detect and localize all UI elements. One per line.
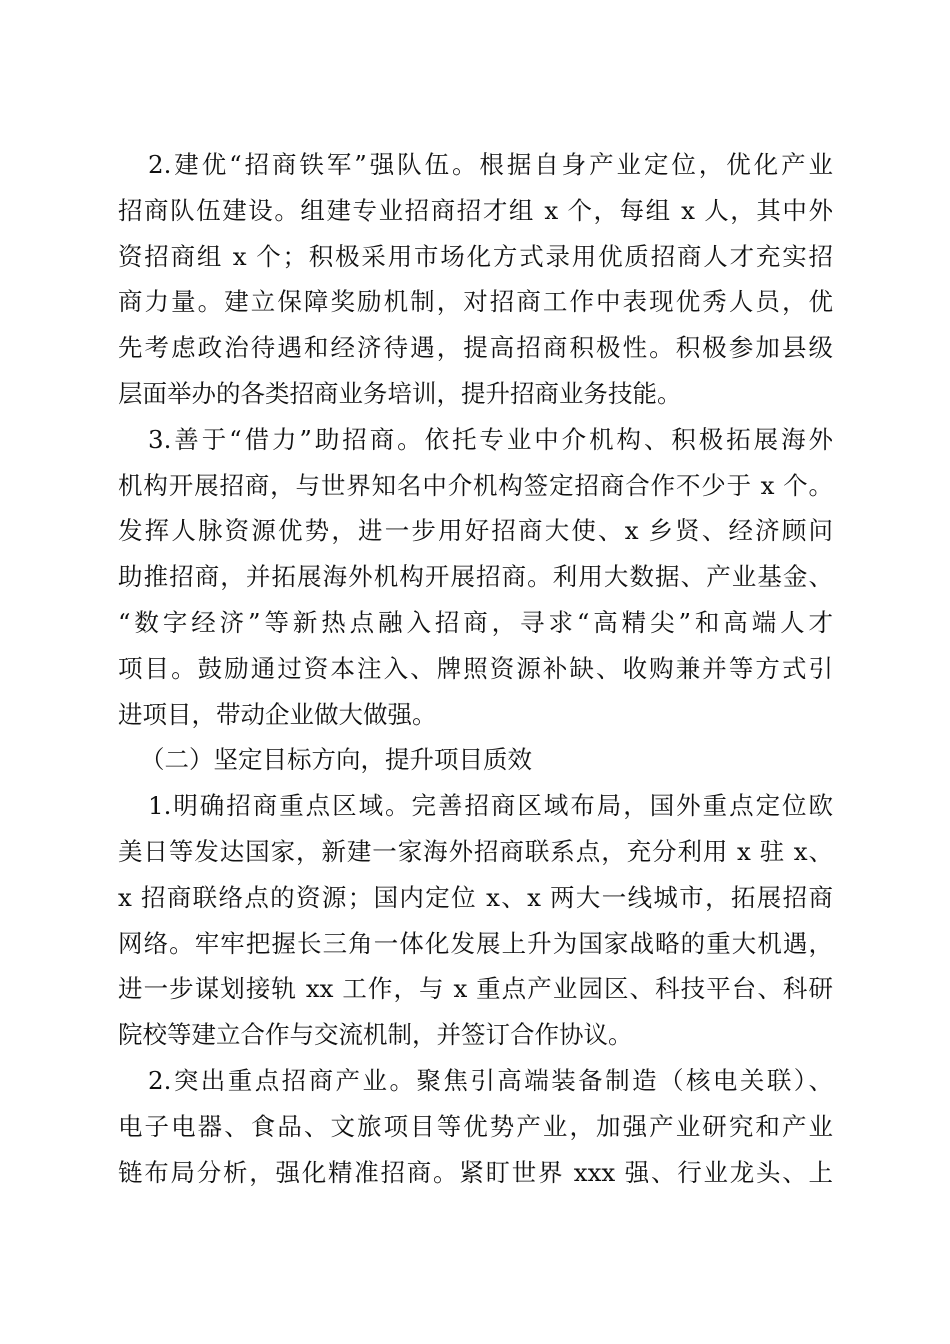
text-line: 进一步谋划接轨 xx 工作，与 x 重点产业园区、科技平台、科研 xyxy=(118,974,833,1004)
paragraph-1-key-regions xyxy=(118,783,833,1058)
text-line: 美日等发达国家，新建一家海外招商联系点，充分利用 x 驻 x、 xyxy=(118,836,833,866)
paragraph-2-key-industries xyxy=(118,1058,833,1195)
text-line: 进项目，带动企业做大做强。 xyxy=(118,699,437,729)
text-line: 先考虑政治待遇和经济待遇，提高招商积极性。积极参加县级 xyxy=(118,333,833,363)
text-line: 资招商组 x 个；积极采用市场化方式录用优质招商人才充实招 xyxy=(118,241,833,271)
text-line: 链布局分析，强化精准招商。紧盯世界 xxx 强、行业龙头、上 xyxy=(118,1157,833,1187)
text-line: 2.建优“招商铁军”强队伍。根据自身产业定位，优化产业 xyxy=(148,150,833,179)
text-line: “数字经济”等新热点融入招商，寻求“高精尖”和高端人才 xyxy=(118,607,833,637)
text-line: 电子电器、食品、文旅项目等优势产业，加强产业研究和产业 xyxy=(118,1111,833,1141)
text-line: 机构开展招商，与世界知名中介机构签定招商合作不少于 x 个。 xyxy=(118,470,833,500)
text-line: 层面举办的各类招商业务培训，提升招商业务技能。 xyxy=(118,378,682,408)
section-heading-text: （二）坚定目标方向，提升项目质效 xyxy=(140,745,532,775)
text-line: x 招商联络点的资源；国内定位 x、x 两大一线城市，拓展招商 xyxy=(118,882,833,912)
text-line: 2.突出重点招商产业。聚焦引高端装备制造（核电关联）、 xyxy=(148,1065,833,1095)
text-line: 招商队伍建设。组建专业招商招才组 x 个，每组 x 人，其中外 xyxy=(118,195,833,225)
text-line: 1.明确招商重点区域。完善招商区域布局，国外重点定位欧 xyxy=(148,791,833,821)
document-body xyxy=(118,142,833,1195)
text-line: 助推招商，并拓展海外机构开展招商。利用大数据、产业基金、 xyxy=(118,562,833,592)
text-line: 网络。牢牢把握长三角一体化发展上升为国家战略的重大机遇， xyxy=(118,928,833,958)
text-line: 院校等建立合作与交流机制，并签订合作协议。 xyxy=(118,1020,633,1050)
text-line: 项目。鼓励通过资本注入、牌照资源补缺、收购兼并等方式引 xyxy=(118,653,833,683)
text-line: 3.善于“借力”助招商。依托专业中介机构、积极拓展海外 xyxy=(148,424,833,454)
text-line: 发挥人脉资源优势，进一步用好招商大使、x 乡贤、经济顾问 xyxy=(118,516,833,546)
section-heading xyxy=(118,737,833,783)
text-line: 商力量。建立保障奖励机制，对招商工作中表现优秀人员，优 xyxy=(118,287,833,317)
paragraph-3-leverage-recruitment xyxy=(118,417,833,738)
paragraph-2-recruitment-team xyxy=(118,142,833,417)
